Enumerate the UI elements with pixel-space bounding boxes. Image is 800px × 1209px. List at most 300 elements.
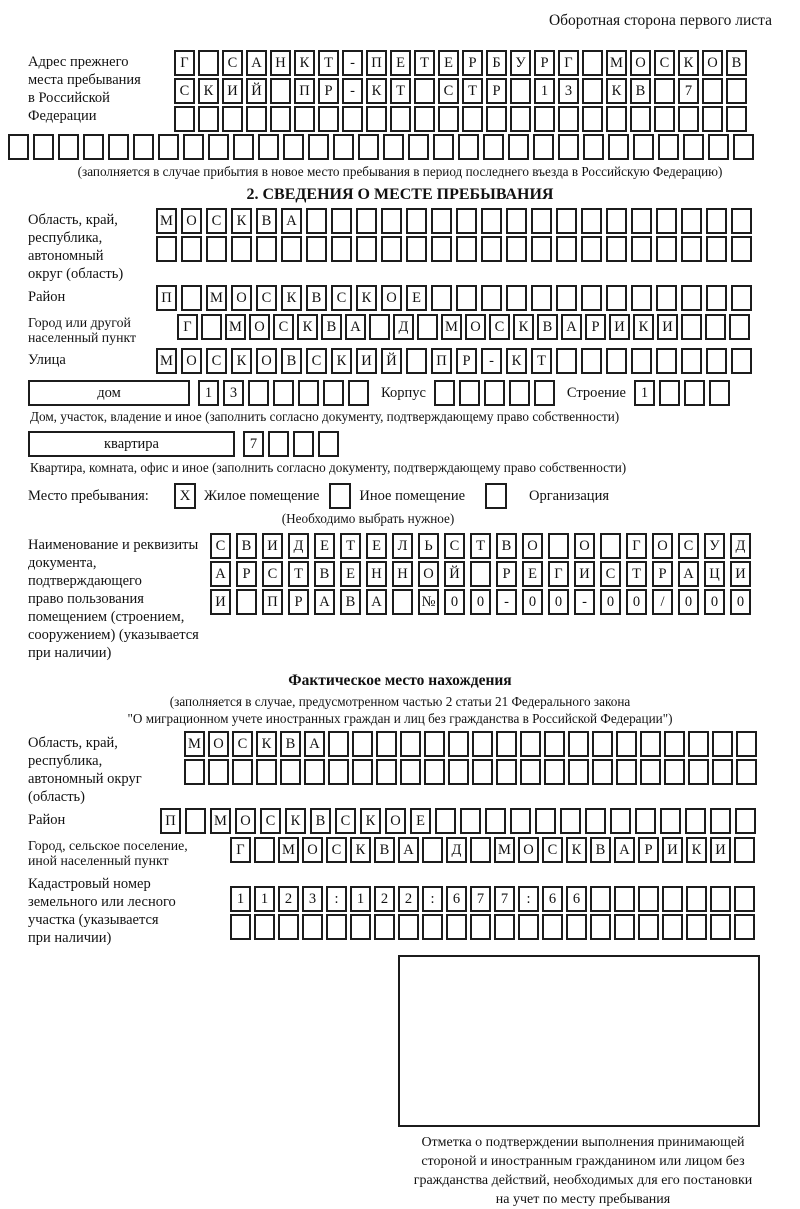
char-box[interactable] bbox=[414, 106, 435, 132]
char-box[interactable] bbox=[712, 759, 733, 785]
char-box[interactable] bbox=[398, 914, 419, 940]
char-box[interactable]: С bbox=[542, 837, 563, 863]
char-box[interactable]: М bbox=[225, 314, 246, 340]
char-box[interactable]: В bbox=[236, 533, 257, 559]
char-box[interactable] bbox=[558, 106, 579, 132]
char-box[interactable] bbox=[582, 106, 603, 132]
char-box[interactable] bbox=[201, 314, 222, 340]
char-box[interactable]: В bbox=[280, 731, 301, 757]
char-box[interactable] bbox=[736, 759, 757, 785]
char-box[interactable] bbox=[705, 314, 726, 340]
char-box[interactable] bbox=[702, 78, 723, 104]
char-box[interactable] bbox=[422, 837, 443, 863]
oblast-row-2[interactable] bbox=[156, 236, 752, 262]
document-row-2[interactable] bbox=[210, 561, 751, 587]
char-box[interactable] bbox=[481, 285, 502, 311]
char-box[interactable]: К bbox=[356, 285, 377, 311]
char-box[interactable]: П bbox=[262, 589, 283, 615]
char-box[interactable]: К bbox=[231, 208, 252, 234]
dom-field-box[interactable]: дом bbox=[28, 380, 190, 406]
char-box[interactable]: С bbox=[210, 533, 231, 559]
char-box[interactable] bbox=[352, 731, 373, 757]
char-box[interactable] bbox=[582, 50, 603, 76]
char-box[interactable] bbox=[414, 78, 435, 104]
char-box[interactable]: 2 bbox=[398, 886, 419, 912]
char-box[interactable] bbox=[509, 380, 530, 406]
char-box[interactable] bbox=[681, 208, 702, 234]
char-box[interactable] bbox=[658, 134, 679, 160]
char-box[interactable]: С bbox=[600, 561, 621, 587]
char-box[interactable] bbox=[181, 236, 202, 262]
char-box[interactable]: А bbox=[281, 208, 302, 234]
char-box[interactable] bbox=[254, 837, 275, 863]
char-box[interactable] bbox=[606, 208, 627, 234]
char-box[interactable] bbox=[470, 837, 491, 863]
char-box[interactable]: К bbox=[360, 808, 381, 834]
char-box[interactable]: О bbox=[385, 808, 406, 834]
char-box[interactable]: Е bbox=[410, 808, 431, 834]
char-box[interactable] bbox=[656, 285, 677, 311]
char-box[interactable]: И bbox=[609, 314, 630, 340]
char-box[interactable]: Р bbox=[288, 589, 309, 615]
char-box[interactable]: О bbox=[702, 50, 723, 76]
char-box[interactable] bbox=[174, 106, 195, 132]
char-box[interactable] bbox=[633, 134, 654, 160]
char-box[interactable] bbox=[531, 285, 552, 311]
char-box[interactable] bbox=[8, 134, 29, 160]
char-box[interactable] bbox=[581, 348, 602, 374]
char-box[interactable]: О bbox=[231, 285, 252, 311]
char-box[interactable]: К bbox=[256, 731, 277, 757]
char-box[interactable]: О bbox=[574, 533, 595, 559]
char-box[interactable] bbox=[708, 134, 729, 160]
char-box[interactable] bbox=[472, 759, 493, 785]
char-box[interactable]: О bbox=[522, 533, 543, 559]
char-box[interactable] bbox=[710, 808, 731, 834]
char-box[interactable] bbox=[485, 808, 506, 834]
char-box[interactable] bbox=[656, 236, 677, 262]
char-box[interactable]: М bbox=[606, 50, 627, 76]
prev-address-row-2[interactable] bbox=[174, 78, 747, 104]
char-box[interactable]: 3 bbox=[558, 78, 579, 104]
char-box[interactable]: С bbox=[331, 285, 352, 311]
char-box[interactable]: У bbox=[704, 533, 725, 559]
char-box[interactable] bbox=[635, 808, 656, 834]
char-box[interactable] bbox=[520, 731, 541, 757]
char-box[interactable]: О bbox=[181, 348, 202, 374]
char-box[interactable]: В bbox=[630, 78, 651, 104]
ulitsa-row[interactable] bbox=[156, 348, 752, 374]
char-box[interactable]: И bbox=[262, 533, 283, 559]
char-box[interactable]: С bbox=[273, 314, 294, 340]
char-box[interactable]: С bbox=[262, 561, 283, 587]
char-box[interactable]: В bbox=[314, 561, 335, 587]
char-box[interactable] bbox=[406, 236, 427, 262]
char-box[interactable]: О bbox=[465, 314, 486, 340]
char-box[interactable] bbox=[610, 808, 631, 834]
char-box[interactable] bbox=[654, 78, 675, 104]
char-box[interactable] bbox=[534, 380, 555, 406]
char-box[interactable] bbox=[710, 886, 731, 912]
char-box[interactable]: С bbox=[206, 208, 227, 234]
char-box[interactable]: С bbox=[444, 533, 465, 559]
char-box[interactable] bbox=[734, 886, 755, 912]
char-box[interactable] bbox=[273, 380, 294, 406]
char-box[interactable] bbox=[281, 236, 302, 262]
char-box[interactable] bbox=[470, 914, 491, 940]
char-box[interactable]: П bbox=[431, 348, 452, 374]
char-box[interactable] bbox=[246, 106, 267, 132]
char-box[interactable] bbox=[556, 285, 577, 311]
char-box[interactable]: О bbox=[235, 808, 256, 834]
prev-address-row-1[interactable] bbox=[174, 50, 747, 76]
char-box[interactable] bbox=[33, 134, 54, 160]
char-box[interactable] bbox=[306, 236, 327, 262]
char-box[interactable] bbox=[731, 208, 752, 234]
char-box[interactable] bbox=[431, 236, 452, 262]
char-box[interactable] bbox=[308, 134, 329, 160]
char-box[interactable] bbox=[462, 106, 483, 132]
char-box[interactable] bbox=[606, 285, 627, 311]
char-box[interactable] bbox=[631, 208, 652, 234]
char-box[interactable]: А bbox=[614, 837, 635, 863]
char-box[interactable]: К bbox=[297, 314, 318, 340]
char-box[interactable] bbox=[270, 78, 291, 104]
char-box[interactable] bbox=[400, 731, 421, 757]
char-box[interactable] bbox=[331, 208, 352, 234]
char-box[interactable]: В bbox=[374, 837, 395, 863]
char-box[interactable]: 6 bbox=[542, 886, 563, 912]
fact-oblast-row-2[interactable] bbox=[184, 759, 757, 785]
char-box[interactable]: А bbox=[314, 589, 335, 615]
char-box[interactable]: К bbox=[513, 314, 534, 340]
char-box[interactable] bbox=[248, 380, 269, 406]
char-box[interactable] bbox=[510, 78, 531, 104]
char-box[interactable]: 1 bbox=[230, 886, 251, 912]
char-box[interactable] bbox=[486, 106, 507, 132]
char-box[interactable]: Т bbox=[470, 533, 491, 559]
char-box[interactable] bbox=[438, 106, 459, 132]
stroenie-row[interactable] bbox=[634, 380, 730, 406]
char-box[interactable] bbox=[433, 134, 454, 160]
char-box[interactable] bbox=[531, 208, 552, 234]
char-box[interactable] bbox=[664, 759, 685, 785]
char-box[interactable] bbox=[662, 914, 683, 940]
char-box[interactable]: 1 bbox=[254, 886, 275, 912]
char-box[interactable] bbox=[556, 208, 577, 234]
fact-oblast-row-1[interactable] bbox=[184, 731, 757, 757]
char-box[interactable]: К bbox=[678, 50, 699, 76]
char-box[interactable] bbox=[616, 731, 637, 757]
char-box[interactable] bbox=[481, 208, 502, 234]
char-box[interactable]: С bbox=[206, 348, 227, 374]
char-box[interactable] bbox=[381, 208, 402, 234]
char-box[interactable]: Е bbox=[438, 50, 459, 76]
char-box[interactable]: Е bbox=[406, 285, 427, 311]
char-box[interactable]: 1 bbox=[534, 78, 555, 104]
char-box[interactable] bbox=[616, 759, 637, 785]
korpus-row[interactable] bbox=[434, 380, 555, 406]
char-box[interactable]: 3 bbox=[223, 380, 244, 406]
char-box[interactable]: Г bbox=[558, 50, 579, 76]
char-box[interactable] bbox=[304, 759, 325, 785]
char-box[interactable]: К bbox=[606, 78, 627, 104]
char-box[interactable] bbox=[706, 348, 727, 374]
char-box[interactable] bbox=[600, 533, 621, 559]
char-box[interactable]: Г bbox=[177, 314, 198, 340]
char-box[interactable] bbox=[736, 731, 757, 757]
char-box[interactable] bbox=[280, 759, 301, 785]
char-box[interactable]: А bbox=[366, 589, 387, 615]
char-box[interactable]: / bbox=[652, 589, 673, 615]
char-box[interactable] bbox=[424, 731, 445, 757]
char-box[interactable]: А bbox=[246, 50, 267, 76]
char-box[interactable] bbox=[640, 759, 661, 785]
char-box[interactable] bbox=[734, 914, 755, 940]
char-box[interactable] bbox=[656, 348, 677, 374]
char-box[interactable]: В bbox=[340, 589, 361, 615]
char-box[interactable] bbox=[446, 914, 467, 940]
char-box[interactable]: И bbox=[574, 561, 595, 587]
char-box[interactable]: П bbox=[366, 50, 387, 76]
char-box[interactable] bbox=[326, 914, 347, 940]
char-box[interactable] bbox=[582, 78, 603, 104]
char-box[interactable] bbox=[435, 808, 456, 834]
char-box[interactable]: Р bbox=[638, 837, 659, 863]
char-box[interactable] bbox=[448, 731, 469, 757]
char-box[interactable] bbox=[328, 759, 349, 785]
char-box[interactable] bbox=[431, 208, 452, 234]
char-box[interactable]: В bbox=[321, 314, 342, 340]
char-box[interactable] bbox=[133, 134, 154, 160]
dom-number-row[interactable] bbox=[198, 380, 369, 406]
char-box[interactable]: А bbox=[304, 731, 325, 757]
char-box[interactable]: О bbox=[302, 837, 323, 863]
char-box[interactable]: Р bbox=[534, 50, 555, 76]
char-box[interactable]: О bbox=[181, 208, 202, 234]
char-box[interactable] bbox=[518, 914, 539, 940]
char-box[interactable] bbox=[590, 886, 611, 912]
char-box[interactable]: 1 bbox=[198, 380, 219, 406]
char-box[interactable]: 6 bbox=[566, 886, 587, 912]
char-box[interactable]: Й bbox=[381, 348, 402, 374]
char-box[interactable]: М bbox=[210, 808, 231, 834]
char-box[interactable]: 7 bbox=[494, 886, 515, 912]
char-box[interactable] bbox=[688, 759, 709, 785]
char-box[interactable] bbox=[631, 348, 652, 374]
char-box[interactable] bbox=[431, 285, 452, 311]
char-box[interactable]: 7 bbox=[470, 886, 491, 912]
fact-kadastr-row-2[interactable] bbox=[230, 914, 755, 940]
char-box[interactable] bbox=[198, 106, 219, 132]
char-box[interactable] bbox=[358, 134, 379, 160]
char-box[interactable] bbox=[352, 759, 373, 785]
char-box[interactable]: Й bbox=[444, 561, 465, 587]
char-box[interactable]: О bbox=[518, 837, 539, 863]
char-box[interactable] bbox=[231, 236, 252, 262]
fact-kadastr-row-1[interactable] bbox=[230, 886, 755, 912]
char-box[interactable] bbox=[434, 380, 455, 406]
char-box[interactable] bbox=[458, 134, 479, 160]
char-box[interactable] bbox=[568, 759, 589, 785]
char-box[interactable] bbox=[230, 914, 251, 940]
char-box[interactable] bbox=[496, 731, 517, 757]
char-box[interactable]: Й bbox=[246, 78, 267, 104]
char-box[interactable] bbox=[542, 914, 563, 940]
char-box[interactable]: - bbox=[496, 589, 517, 615]
char-box[interactable] bbox=[710, 914, 731, 940]
char-box[interactable] bbox=[158, 134, 179, 160]
char-box[interactable]: В bbox=[310, 808, 331, 834]
char-box[interactable] bbox=[686, 914, 707, 940]
char-box[interactable]: С bbox=[222, 50, 243, 76]
char-box[interactable]: В bbox=[537, 314, 558, 340]
char-box[interactable] bbox=[392, 589, 413, 615]
char-box[interactable] bbox=[256, 759, 277, 785]
char-box[interactable] bbox=[406, 208, 427, 234]
char-box[interactable]: Е bbox=[314, 533, 335, 559]
char-box[interactable] bbox=[520, 759, 541, 785]
char-box[interactable]: К bbox=[231, 348, 252, 374]
char-box[interactable]: М bbox=[441, 314, 462, 340]
char-box[interactable] bbox=[681, 285, 702, 311]
organizatsiya-checkbox[interactable] bbox=[485, 483, 507, 509]
char-box[interactable]: В bbox=[590, 837, 611, 863]
char-box[interactable]: О bbox=[249, 314, 270, 340]
char-box[interactable]: С bbox=[678, 533, 699, 559]
char-box[interactable]: С bbox=[654, 50, 675, 76]
char-box[interactable]: 0 bbox=[522, 589, 543, 615]
char-box[interactable] bbox=[381, 236, 402, 262]
fact-gorod-row[interactable] bbox=[230, 837, 755, 863]
char-box[interactable]: С bbox=[260, 808, 281, 834]
char-box[interactable]: П bbox=[156, 285, 177, 311]
char-box[interactable] bbox=[222, 106, 243, 132]
char-box[interactable] bbox=[702, 106, 723, 132]
char-box[interactable] bbox=[688, 731, 709, 757]
char-box[interactable] bbox=[408, 134, 429, 160]
char-box[interactable] bbox=[606, 348, 627, 374]
char-box[interactable] bbox=[470, 561, 491, 587]
char-box[interactable] bbox=[726, 78, 747, 104]
char-box[interactable]: Д bbox=[446, 837, 467, 863]
char-box[interactable]: К bbox=[686, 837, 707, 863]
char-box[interactable] bbox=[390, 106, 411, 132]
char-box[interactable]: М bbox=[156, 208, 177, 234]
char-box[interactable]: 0 bbox=[730, 589, 751, 615]
char-box[interactable] bbox=[236, 589, 257, 615]
char-box[interactable] bbox=[544, 759, 565, 785]
char-box[interactable]: М bbox=[494, 837, 515, 863]
char-box[interactable]: О bbox=[630, 50, 651, 76]
char-box[interactable] bbox=[448, 759, 469, 785]
char-box[interactable] bbox=[318, 431, 339, 457]
char-box[interactable]: : bbox=[422, 886, 443, 912]
char-box[interactable]: 7 bbox=[243, 431, 264, 457]
char-box[interactable]: Б bbox=[486, 50, 507, 76]
char-box[interactable] bbox=[298, 380, 319, 406]
char-box[interactable] bbox=[733, 134, 754, 160]
char-box[interactable]: - bbox=[574, 589, 595, 615]
char-box[interactable] bbox=[630, 106, 651, 132]
char-box[interactable]: Р bbox=[585, 314, 606, 340]
char-box[interactable] bbox=[709, 380, 730, 406]
char-box[interactable] bbox=[614, 914, 635, 940]
char-box[interactable] bbox=[681, 348, 702, 374]
char-box[interactable]: С bbox=[174, 78, 195, 104]
char-box[interactable]: Е bbox=[340, 561, 361, 587]
char-box[interactable] bbox=[608, 134, 629, 160]
char-box[interactable] bbox=[472, 731, 493, 757]
char-box[interactable]: : bbox=[518, 886, 539, 912]
char-box[interactable] bbox=[278, 914, 299, 940]
char-box[interactable] bbox=[533, 134, 554, 160]
char-box[interactable] bbox=[535, 808, 556, 834]
char-box[interactable] bbox=[583, 134, 604, 160]
document-row-3[interactable] bbox=[210, 589, 751, 615]
char-box[interactable]: Г bbox=[548, 561, 569, 587]
char-box[interactable]: Е bbox=[522, 561, 543, 587]
char-box[interactable] bbox=[656, 208, 677, 234]
char-box[interactable] bbox=[506, 236, 527, 262]
char-box[interactable]: 3 bbox=[302, 886, 323, 912]
char-box[interactable] bbox=[686, 886, 707, 912]
char-box[interactable] bbox=[731, 285, 752, 311]
char-box[interactable] bbox=[510, 106, 531, 132]
char-box[interactable]: П bbox=[160, 808, 181, 834]
char-box[interactable] bbox=[581, 208, 602, 234]
char-box[interactable] bbox=[374, 914, 395, 940]
char-box[interactable]: Т bbox=[414, 50, 435, 76]
char-box[interactable]: Н bbox=[270, 50, 291, 76]
inoe-checkbox[interactable] bbox=[329, 483, 351, 509]
char-box[interactable]: В bbox=[306, 285, 327, 311]
char-box[interactable] bbox=[283, 134, 304, 160]
char-box[interactable] bbox=[331, 236, 352, 262]
char-box[interactable] bbox=[581, 236, 602, 262]
char-box[interactable]: К bbox=[285, 808, 306, 834]
char-box[interactable] bbox=[366, 106, 387, 132]
char-box[interactable] bbox=[198, 50, 219, 76]
char-box[interactable] bbox=[232, 759, 253, 785]
char-box[interactable]: Р bbox=[318, 78, 339, 104]
char-box[interactable]: : bbox=[326, 886, 347, 912]
char-box[interactable]: С bbox=[256, 285, 277, 311]
char-box[interactable]: Т bbox=[340, 533, 361, 559]
char-box[interactable]: К bbox=[294, 50, 315, 76]
char-box[interactable]: Т bbox=[288, 561, 309, 587]
char-box[interactable]: 0 bbox=[678, 589, 699, 615]
char-box[interactable] bbox=[662, 886, 683, 912]
char-box[interactable] bbox=[208, 134, 229, 160]
char-box[interactable]: 0 bbox=[704, 589, 725, 615]
char-box[interactable] bbox=[585, 808, 606, 834]
char-box[interactable]: 6 bbox=[446, 886, 467, 912]
char-box[interactable]: - bbox=[481, 348, 502, 374]
char-box[interactable]: С bbox=[232, 731, 253, 757]
char-box[interactable] bbox=[660, 808, 681, 834]
char-box[interactable] bbox=[456, 285, 477, 311]
char-box[interactable]: Р bbox=[486, 78, 507, 104]
char-box[interactable] bbox=[681, 236, 702, 262]
char-box[interactable]: Т bbox=[462, 78, 483, 104]
char-box[interactable] bbox=[270, 106, 291, 132]
char-box[interactable] bbox=[483, 134, 504, 160]
char-box[interactable] bbox=[606, 236, 627, 262]
char-box[interactable] bbox=[534, 106, 555, 132]
char-box[interactable] bbox=[484, 380, 505, 406]
char-box[interactable] bbox=[560, 808, 581, 834]
